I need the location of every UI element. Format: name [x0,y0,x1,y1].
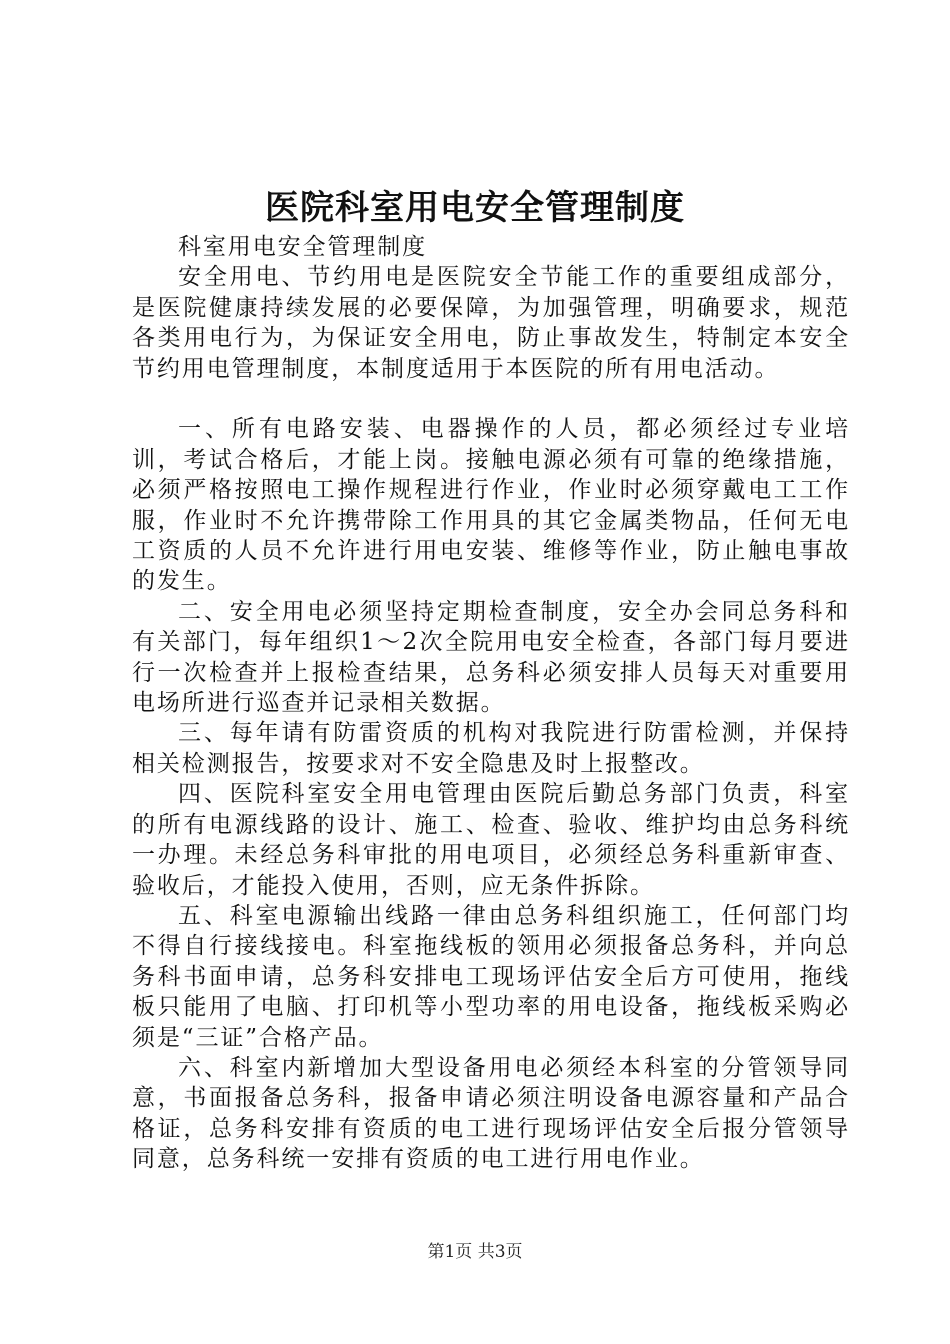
page-footer: 第1页 共3页 [427,1242,523,1262]
rule-paragraph-6: 六、科室内新增加大型设备用电必须经本科室的分管领导同意，书面报备总务科，报备申请必须注明设备电源容量和产品合格证，总务科安排有资质的电工进行现场评估安全后报分管领导同意，总务科统一安排有资质的电工进行用电作业。 [132,1054,850,1173]
document-body [132,232,850,1175]
paragraph-spacer [132,384,850,414]
document-title: 医院科室用电安全管理制度 [265,188,685,228]
intro-paragraph: 安全用电、节约用电是医院安全节能工作的重要组成部分，是医院健康持续发展的必要保障，为加强管理，明确要求，规范各类用电行为，为保证安全用电，防止事故发生，特制定本安全节约用电管理制度，本制度适用于本医院的所有用电活动。 [132,264,850,382]
rule-paragraph-2: 二、安全用电必须坚持定期检查制度，安全办会同总务科和有关部门，每年组织1～2次全院用电安全检查，各部门每月要进行一次检查并上报检查结果，总务科必须安排人员每天对重要用电场所进行巡查并记录相关数据。 [132,598,850,717]
rule-paragraph-1: 一、所有电路安装、电器操作的人员，都必须经过专业培训，考试合格后，才能上岗。接触电源必须有可靠的绝缘措施，必须严格按照电工操作规程进行作业，作业时必须穿戴电工工作服，作业时不允许携带除工作用具的其它金属类物品，任何无电工资质的人员不允许进行用电安装、维修等作业，防止触电事故的发生。 [132,416,850,595]
rule-paragraph-4: 四、医院科室安全用电管理由医院后勤总务部门负责，科室的所有电源线路的设计、施工、检查、验收、维护均由总务科统一办理。未经总务科审批的用电项目，必须经总务科重新审查、验收后，才能投入使用，否则，应无条件拆除。 [132,781,850,899]
rule-paragraph-5: 五、科室电源输出线路一律由总务科组织施工，任何部门均不得自行接线接电。科室拖线板的领用必须报备总务科，并向总务科书面申请，总务科安排电工现场评估安全后方可使用，拖线板只能用了电脑、打印机等小型功率的用电设备，拖线板采购必须是“三证”合格产品。 [132,902,850,1051]
rule-paragraph-3: 三、每年请有防雷资质的机构对我院进行防雷检测，并保持相关检测报告，按要求对不安全隐患及时上报整改。 [132,720,850,777]
subtitle-line: 科室用电安全管理制度 [178,234,427,260]
